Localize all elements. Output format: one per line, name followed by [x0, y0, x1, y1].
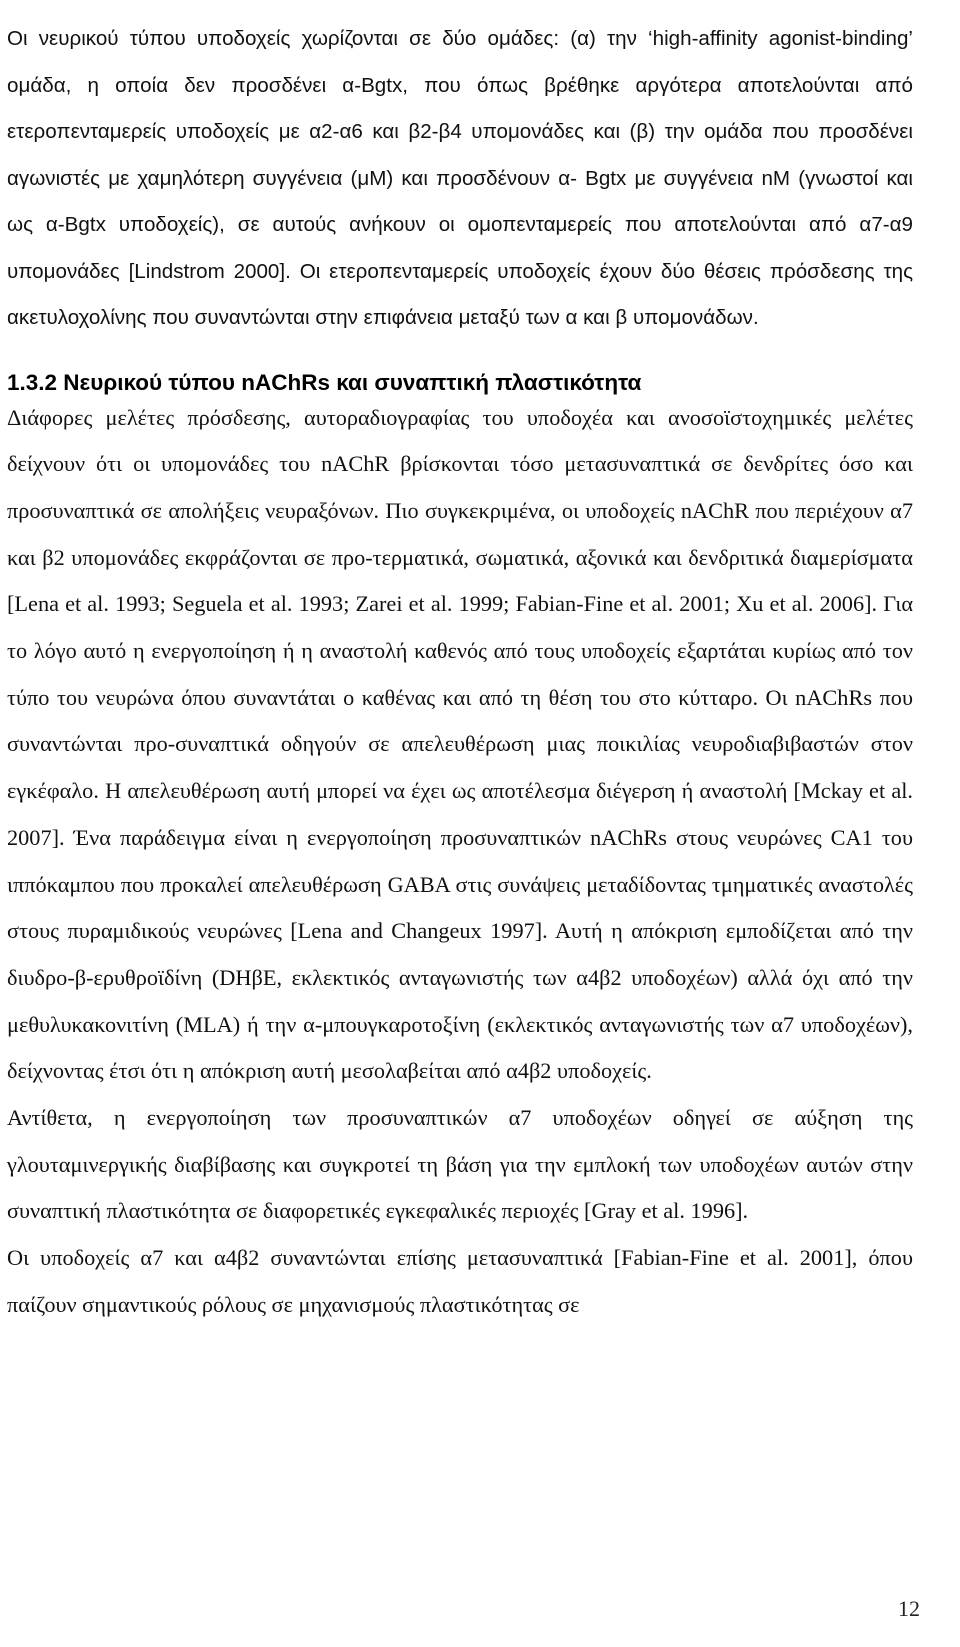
page-number: 12	[898, 1596, 920, 1621]
body-paragraph-3: Οι υποδοχείς α7 και α4β2 συναντώνται επίσης μετασυναπτικά [Fabian-Fine et al. 2001], όπου παίζουν σημαντικούς ρόλους σε μηχανισμούς πλαστικότητας σε	[7, 1245, 913, 1317]
body-paragraph-2: Αντίθετα, η ενεργοποίηση των προσυναπτικών α7 υποδοχέων οδηγεί σε αύξηση της γλουταμινεργικής διαβίβασης και συγκροτεί τη βάση για την εμπλοκή των υποδοχέων αυτών στην συναπτική πλαστικότητα σε διαφορετικές εγκεφαλικές περιοχές [Gray et al. 1996].	[7, 1105, 913, 1224]
body-paragraph-1: Διάφορες μελέτες πρόσδεσης, αυτοραδιογραφίας του υποδοχέα και ανοσοϊστοχημικές μελέτες δείχνουν ότι οι υπομονάδες του nAChR βρίσκονται τόσο μετασυναπτικά σε δενδρίτες όσο και προσυναπτικά σε απολήξεις νευραξόνων. Πιο συγκεκριμένα, οι υποδοχείς nAChR που περιέχουν α7 και β2 υπομονάδες εκφράζονται σε προ-τερματικά, σωματικά, αξονικά και δενδριτικά διαμερίσματα [Lena et al. 1993; Seguela et al. 1993; Zarei et al. 1999; Fabian-Fine et al. 2001; Xu et al. 2006]. Για το λόγο αυτό η ενεργοποίηση ή η αναστολή καθενός από τους υποδοχείς εξαρτάται κυρίως από τον τύπο του νευρώνα όπου συναντάται ο καθένας και από τη θέση του στο κύτταρο. Οι nAChRs που συναντώνται προ-συναπτικά οδηγούν σε απελευθέρωση μιας ποικιλίας νευροδιαβιβαστών στον εγκέφαλο. Η απελευθέρωση αυτή μπορεί να έχει ως αποτέλεσμα διέγερση ή αναστολή [Mckay et al. 2007]. Ένα παράδειγμα είναι η ενεργοποίηση προσυναπτικών nAChRs στους νευρώνες CA1 του ιππόκαμπου που προκαλεί απελευθέρωση GABA στις συνάψεις μεταδίδοντας τμηματικές αναστολές στους πυραμιδικούς νευρώνες [Lena and Changeux 1997]. Αυτή η απόκριση εμποδίζεται από την διυδρο-β-ερυθροϊδίνη (DHβE, εκλεκτικός ανταγωνιστής των α4β2 υποδοχέων) αλλά όχι από την μεθυλυκακονιτίνη (MLA) ή την α-μπουγκαροτοξίνη (εκλεκτικός ανταγωνιστής των α7 υποδοχέων), δείχνοντας έτσι ότι η απόκριση αυτή μεσολαβείται από α4β2 υποδοχείς.	[7, 404, 913, 1084]
document-page	[7, 0, 913, 1329]
section-heading: 1.3.2 Νευρικού τύπου nAChRs και συναπτική πλαστικότητα	[7, 369, 642, 395]
intro-paragraph: Οι νευρικού τύπου υποδοχείς χωρίζονται σε δύο ομάδες: (α) την ‘high-affinity agonist-binding’ ομάδα, η οποία δεν προσδένει α-Bgtx, που όπως βρέθηκε αργότερα αποτελούνται από ετεροπενταμερείς υποδοχείς με α2-α6 και β2-β4 υπομονάδες και (β) την ομάδα που προσδένει αγωνιστές με χαμηλότερη συγγένεια (μM) και προσδένουν α- Bgtx με συγγένεια nM (γνωστοί και ως α-Bgtx υποδοχείς), σε αυτούς ανήκουν οι ομοπενταμερείς που αποτελούνται από α7-α9 υπομονάδες [Lindstrom 2000]. Οι ετεροπενταμερείς υποδοχείς έχουν δύο θέσεις πρόσδεσης της ακετυλοχολίνης που συναντώνται στην επιφάνεια μεταξύ των α και β υπομονάδων.	[7, 27, 913, 329]
